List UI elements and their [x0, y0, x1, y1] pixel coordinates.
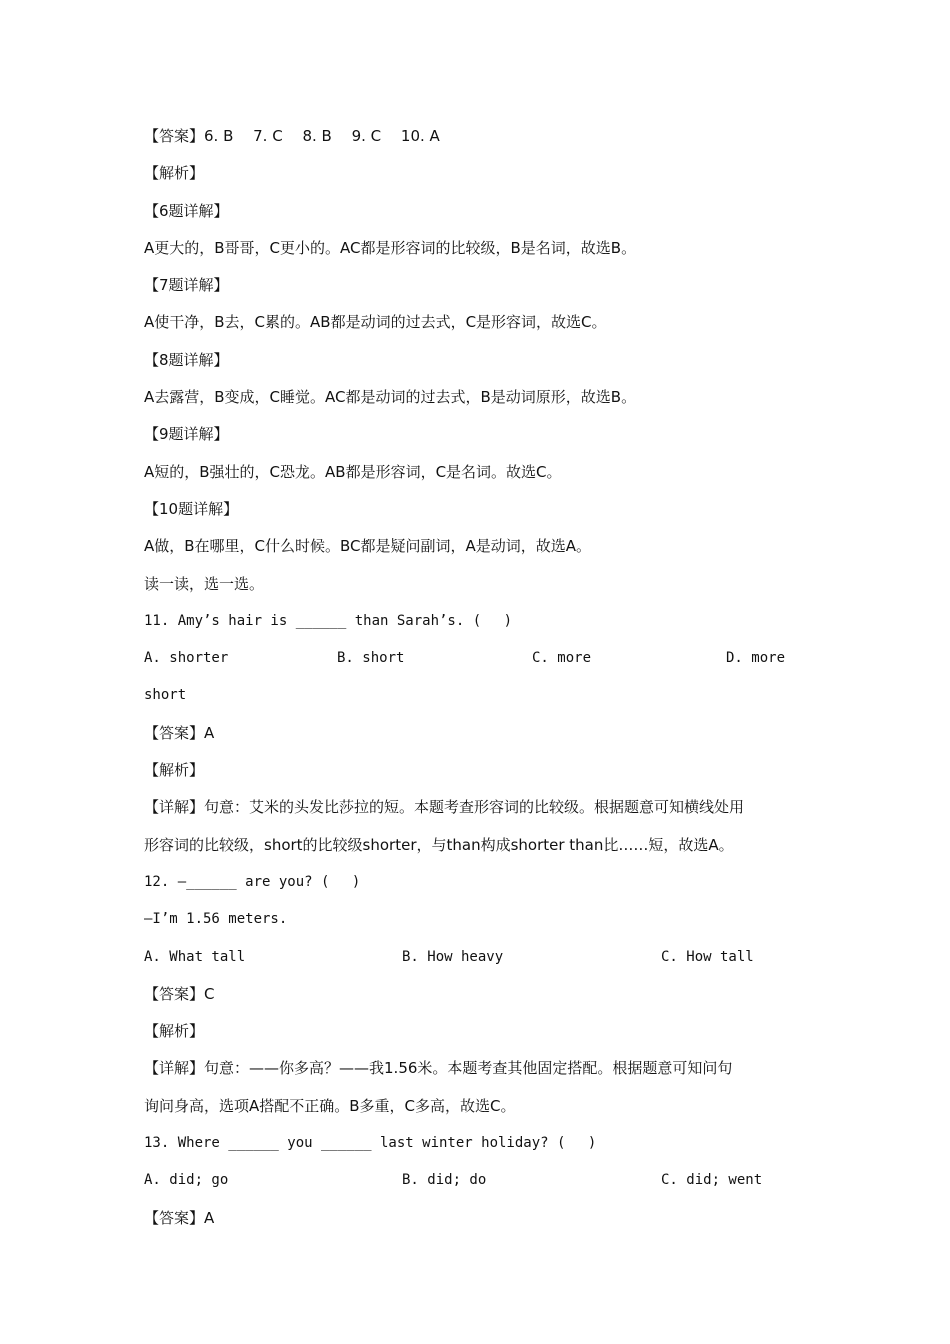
- q7-explanation: A使干净，B去，C累的。AB都是动词的过去式，C是形容词，故选C。: [144, 313, 607, 332]
- q11-options: [144, 640, 814, 677]
- q10-explanation: A做，B在哪里，C什么时候。BC都是疑问副词，A是动词，故选A。: [144, 537, 592, 556]
- q12-analysis-heading: 【解析】: [144, 1022, 205, 1041]
- q13-option-b: B. did; do: [402, 1172, 487, 1189]
- q11-answer: 【答案】A: [144, 723, 215, 742]
- answer-6-10: 【答案】6. B 7. C 8. B 9. C 10. A: [144, 127, 440, 145]
- q13-option-c: C. did; went: [661, 1172, 763, 1189]
- q10-detail-heading: 【10题详解】: [144, 499, 239, 518]
- analysis-heading: 【解析】: [144, 164, 205, 183]
- q11-detail-2: 形容词的比较级，short的比较级shorter，与than构成shorter than比……短，故选A。: [144, 835, 734, 854]
- q13-answer: 【答案】A: [144, 1208, 215, 1227]
- q12-detail-2: 询问身高，选项A搭配不正确。B多重，C多高，故选C。: [144, 1096, 516, 1115]
- q9-detail-heading: 【9题详解】: [144, 425, 229, 444]
- q12-option-b: B. How heavy: [402, 948, 504, 965]
- q7-detail-heading: 【7题详解】: [144, 276, 229, 295]
- q11-analysis-heading: 【解析】: [144, 761, 205, 780]
- q12-response: —I’m 1.56 meters.: [144, 911, 288, 928]
- q12-answer: 【答案】C: [144, 984, 215, 1003]
- q6-explanation: A更大的，B哥哥，C更小的。AC都是形容词的比较级，B是名词，故选B。: [144, 238, 637, 257]
- q11-stem: 11. Amy’s hair is ______ than Sarah’s. ( ): [144, 612, 513, 629]
- q12-option-c: C. How tall: [661, 948, 754, 965]
- q12-options: [144, 939, 814, 976]
- q11-option-c: C. more: [532, 650, 592, 667]
- q11-option-d-continued: short: [144, 687, 187, 704]
- q11-option-b: B. short: [337, 650, 405, 667]
- q8-explanation: A去露营，B变成，C睡觉。AC都是动词的过去式，B是动词原形，故选B。: [144, 388, 637, 407]
- q12-detail-1: 【详解】句意：——你多高？——我1.56米。本题考查其他固定搭配。根据题意可知问句: [144, 1059, 733, 1078]
- q13-options: [144, 1162, 814, 1199]
- q6-detail-heading: 【6题详解】: [144, 201, 229, 220]
- q13-stem: 13. Where ______ you ______ last winter holiday? ( ): [144, 1135, 597, 1152]
- q11-option-d: D. more: [726, 650, 786, 667]
- q8-detail-heading: 【8题详解】: [144, 350, 229, 369]
- q12-stem: 12. —______ are you? ( ): [144, 873, 361, 890]
- q11-option-a: A. shorter: [144, 650, 229, 667]
- q11-detail-1: 【详解】句意：艾米的头发比莎拉的短。本题考查形容词的比较级。根据题意可知横线处用: [144, 798, 745, 817]
- q13-option-a: A. did; go: [144, 1172, 229, 1189]
- document-page: [144, 118, 814, 1237]
- q9-explanation: A短的，B强壮的，C恐龙。AB都是形容词，C是名词。故选C。: [144, 462, 562, 481]
- q12-option-a: A. What tall: [144, 948, 246, 965]
- section-instruction: 读一读，选一选。: [144, 574, 265, 593]
